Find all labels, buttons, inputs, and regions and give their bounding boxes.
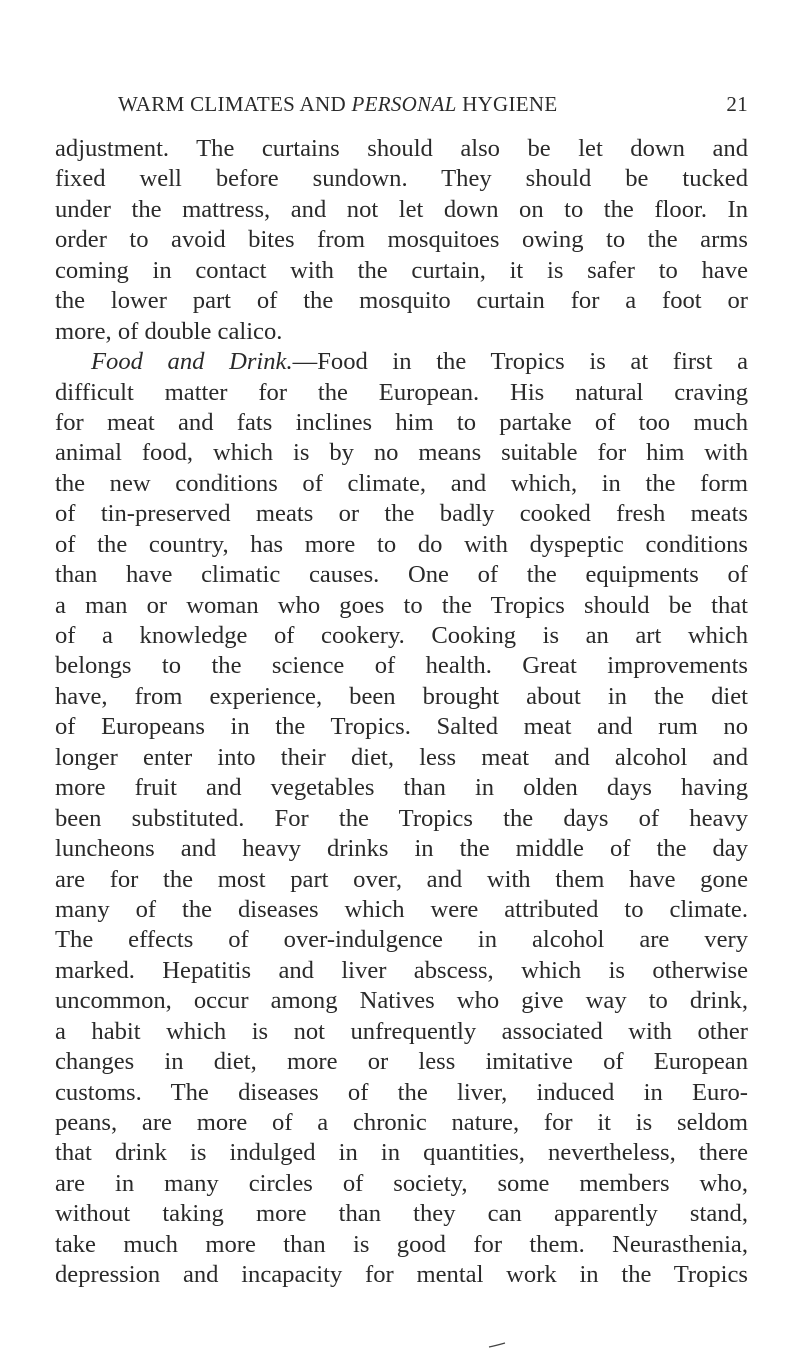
text-line: for meat and fats inclines him to partake of too much — [55, 408, 748, 436]
text-line: the lower part of the mosquito curtain for a foot or — [55, 287, 748, 315]
text-line: many of the diseases which were attributed to climate. — [55, 895, 748, 923]
text-line: of Europeans in the Tropics. Salted meat and rum no — [55, 713, 748, 741]
text-line: peans, are more of a chronic nature, for it is seldom — [55, 1109, 748, 1136]
running-head-italic-word: PERSONAL — [351, 92, 457, 116]
text-line: of tin-preserved meats or the badly cooked fresh meats — [55, 500, 748, 528]
sidehead-continuation: —Food in the Tropics is at first a — [292, 348, 748, 376]
text-line: marked. Hepatitis and liver abscess, which is otherwise — [55, 956, 748, 984]
paragraph-start-line — [55, 347, 748, 377]
text-line: than have climatic causes. One of the equipments of — [55, 561, 748, 589]
section-sidehead: Food and Drink. — [91, 348, 293, 376]
running-head — [118, 92, 748, 122]
text-line: order to avoid bites from mosquitoes owing to the arms — [55, 226, 748, 254]
text-line: without taking more than they can apparently stand, — [55, 1200, 748, 1228]
text-line: difficult matter for the European. His natural craving — [55, 378, 748, 406]
text-line: animal food, which is by no means suitable for him with — [55, 439, 748, 467]
text-line: customs. The diseases of the liver, induced in Euro- — [55, 1078, 748, 1106]
text-line: The effects of over-indulgence in alcohol are very — [55, 926, 748, 954]
text-line: depression and incapacity for mental work in the Tropics — [55, 1261, 748, 1289]
text-line: that drink is indulged in in quantities, nevertheless, there — [55, 1139, 748, 1167]
text-line: under the mattress, and not let down on to the floor. In — [55, 195, 748, 223]
running-head-title: WARM CLIMATES AND PERSONAL HYGIENE — [118, 92, 558, 116]
text-line: longer enter into their diet, less meat and alcohol and — [55, 743, 748, 771]
signature-mark-icon — [488, 1342, 506, 1348]
text-line: have, from experience, been brought about in the diet — [55, 682, 748, 710]
text-line: a man or woman who goes to the Tropics should be that — [55, 591, 748, 619]
body-text — [55, 134, 748, 1291]
text-line: a habit which is not unfrequently associated with other — [55, 1017, 748, 1045]
text-line: changes in diet, more or less imitative of European — [55, 1048, 748, 1076]
text-line: more fruit and vegetables than in olden days having — [55, 774, 748, 802]
text-line: are in many circles of society, some members who, — [55, 1169, 748, 1197]
text-line: adjustment. The curtains should also be let down and — [55, 135, 748, 162]
page-number: 21 — [726, 92, 748, 116]
text-line: of a knowledge of cookery. Cooking is an art which — [55, 622, 748, 649]
text-line: belongs to the science of health. Great improvements — [55, 652, 748, 680]
text-line: luncheons and heavy drinks in the middle of the day — [55, 835, 748, 863]
text-line: of the country, has more to do with dyspeptic conditions — [55, 530, 748, 558]
text-line: take much more than is good for them. Neurasthenia, — [55, 1230, 748, 1258]
text-line: the new conditions of climate, and which, in the form — [55, 469, 748, 497]
text-line: more, of double calico. — [55, 317, 283, 345]
text-line: been substituted. For the Tropics the days of heavy — [55, 804, 748, 832]
text-line: are for the most part over, and with them have gone — [55, 865, 748, 893]
text-line: coming in contact with the curtain, it is safer to have — [55, 256, 748, 284]
text-line: fixed well before sundown. They should be tucked — [55, 165, 748, 193]
text-line: uncommon, occur among Natives who give way to drink, — [55, 987, 748, 1015]
